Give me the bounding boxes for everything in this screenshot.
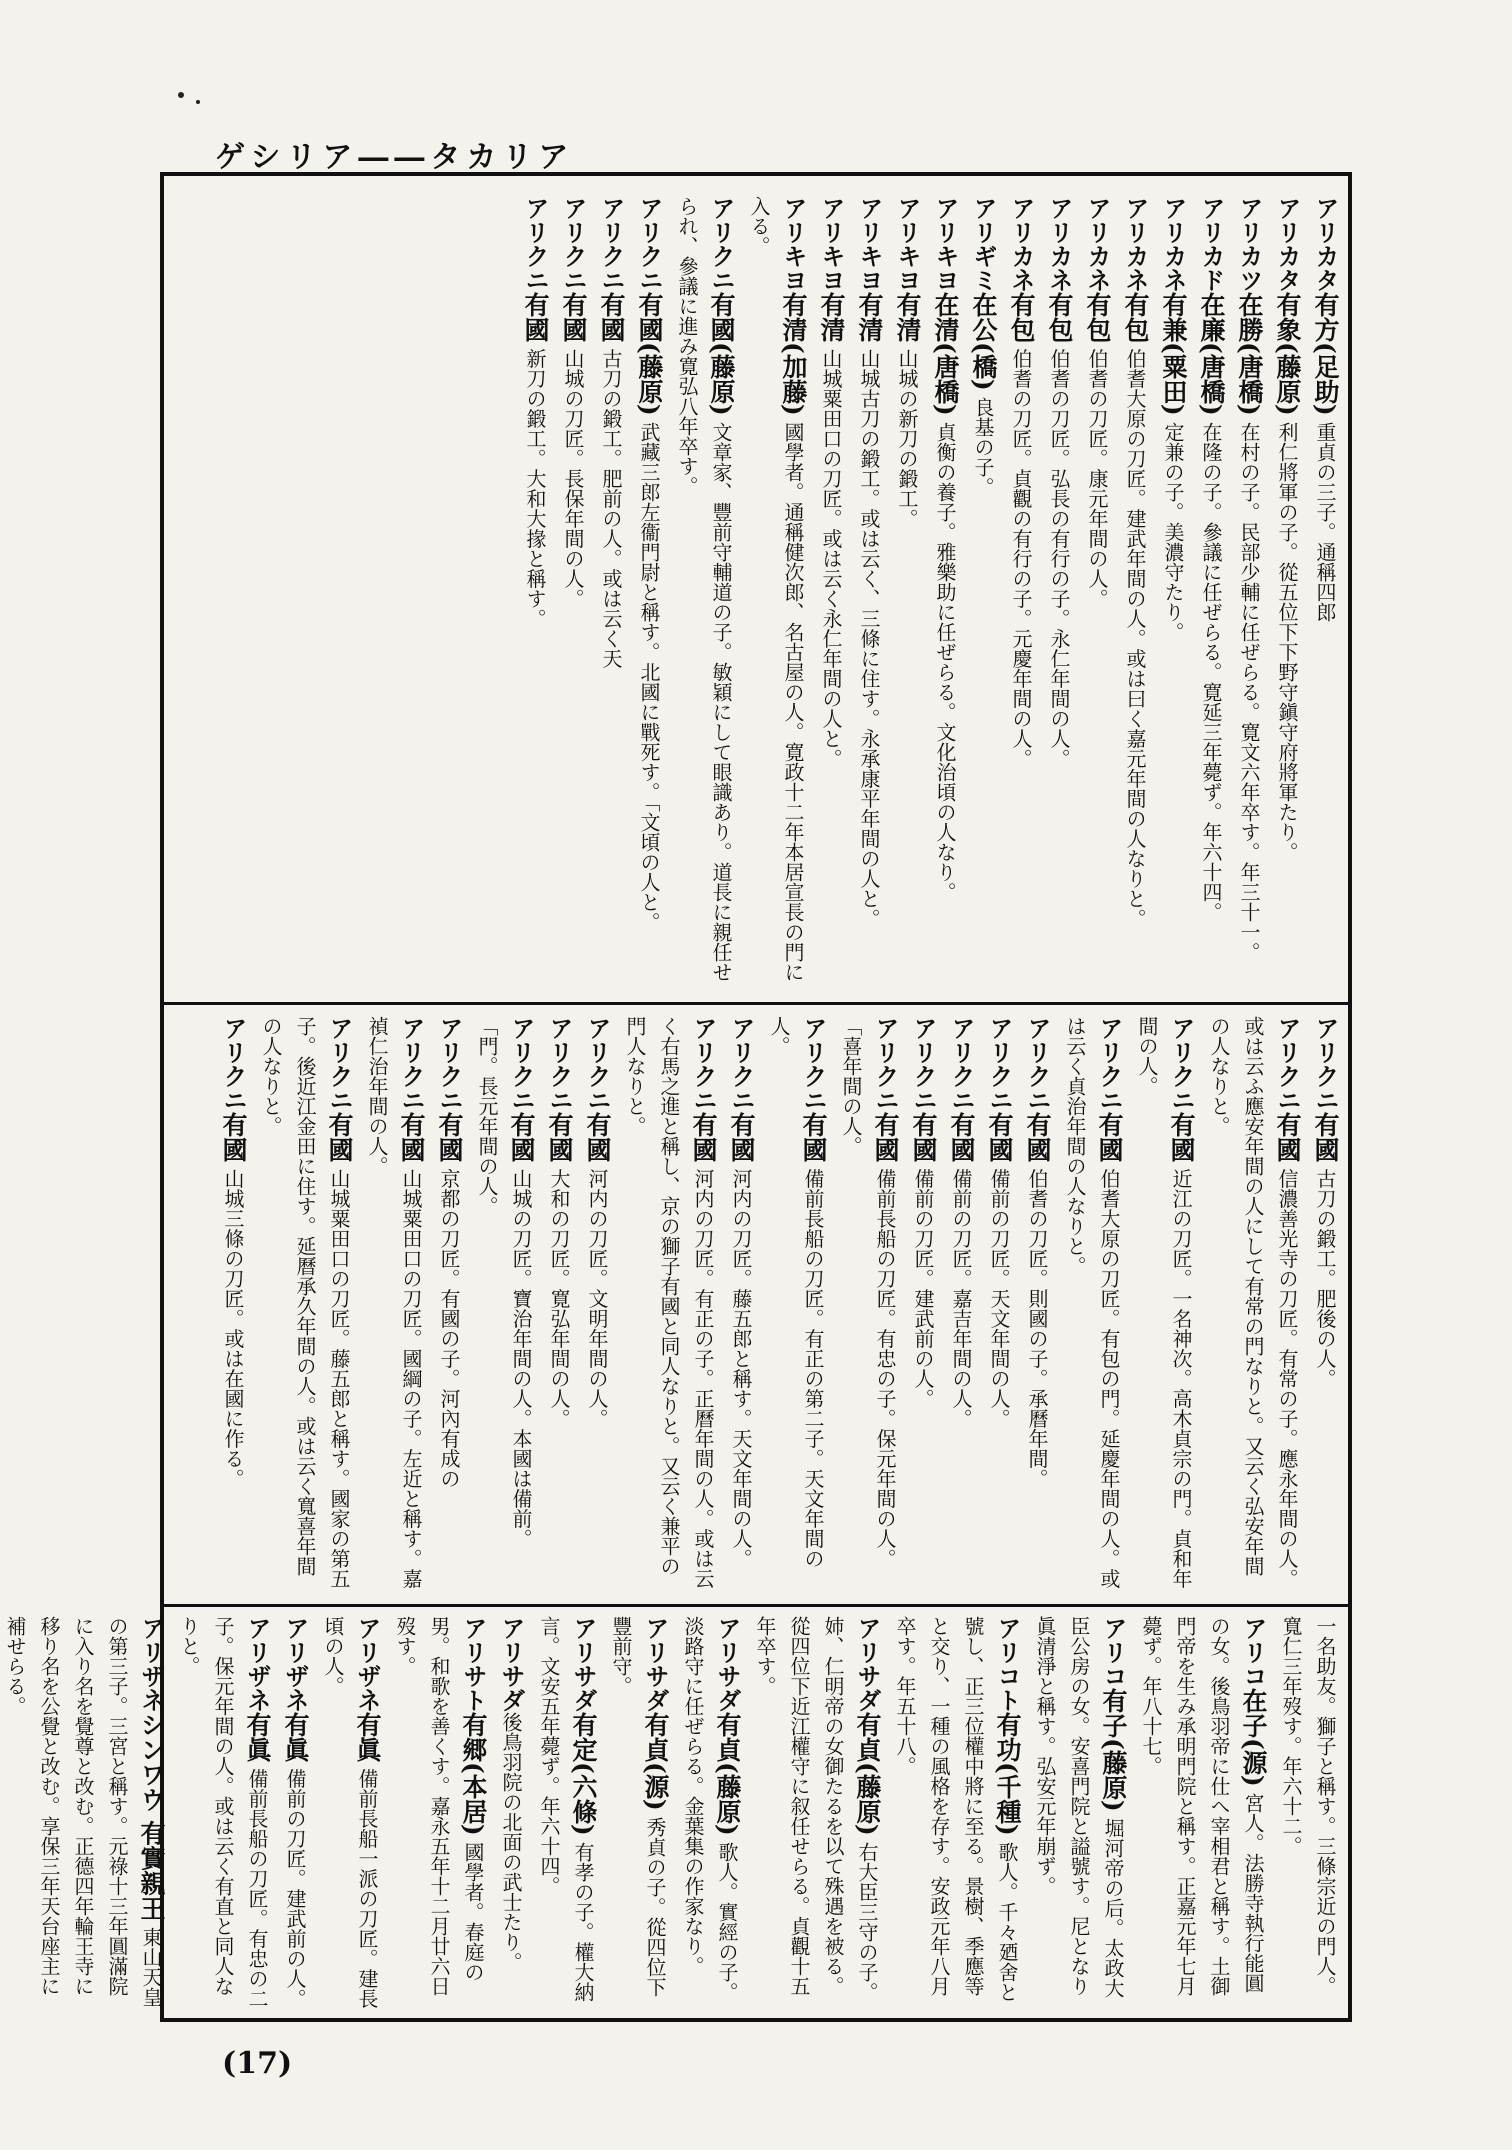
panel-divider — [164, 1604, 1348, 1607]
entry-name: 有國 — [727, 1112, 756, 1162]
entry-description: 伯耆の刀匠。康元年間の人。 — [1085, 342, 1109, 609]
dictionary-entry — [432, 1016, 466, 1591]
dictionary-entry — [1194, 196, 1228, 991]
entry-description: 一名助友。獅子と稱す。三條宗近の門人。寬仁三年歿す。年六十二。 — [1279, 1616, 1337, 1996]
entry-name: 有定(六條) — [569, 1712, 598, 1836]
dictionary-entry — [1270, 196, 1304, 991]
entry-description: 備前長船の刀匠。有忠の二子。保元年間の人。或は云く有直と同人なりと。 — [177, 1616, 269, 2009]
entry-description: 伯耆の刀匠。則國の子。承曆年間。 — [1025, 1162, 1049, 1489]
dictionary-entry — [0, 1616, 168, 2011]
entry-kana-reading: アリカネ — [1083, 196, 1112, 292]
entry-name: 有國 — [1273, 1112, 1302, 1162]
dictionary-entry — [1028, 1616, 1130, 2011]
entry-description: 伯耆大原の刀匠。建武年間の人。或は曰く嘉元年間の人なりと。 — [1123, 342, 1147, 929]
entry-description: 右大臣三守の子。姉、仁明帝の女御たるを以て殊遇を被る。從四位下近江權守に叙任せらる。貞觀十五年卒す。 — [753, 1616, 879, 2003]
entry-kana-reading: アリカタ — [1311, 196, 1340, 292]
dictionary-entry — [982, 1016, 1016, 1591]
entry-kana-reading: アリクニ — [397, 1016, 426, 1112]
entry-name: 有國 — [1167, 1112, 1196, 1162]
dictionary-entry — [1020, 1016, 1054, 1591]
entry-kana-reading: アリサダ — [497, 1616, 526, 1712]
entry-kana-reading: アリクニ — [325, 1016, 354, 1112]
entry-kana-reading: アリクニ — [545, 1016, 574, 1112]
dictionary-entry — [632, 196, 666, 991]
dictionary-entry — [594, 196, 628, 991]
entry-name: 有國 — [583, 1112, 612, 1162]
dictionary-entry — [1274, 1616, 1342, 2011]
dictionary-entry — [1118, 196, 1152, 991]
entry-kana-reading: アリクニ — [583, 1016, 612, 1112]
dictionary-entry — [316, 1616, 384, 2011]
entry-description: 山城粟田口の刀匠。藤五郎と稱す。國家の第五子。後近江金田に住す。延曆承久年間の人。或は云く寬喜年間の人なりと。 — [259, 1016, 351, 1589]
dictionary-entry — [172, 1616, 274, 2011]
dictionary-entry — [556, 196, 590, 991]
entry-description: 山城三條の刀匠。或は在國に作る。 — [221, 1162, 245, 1489]
entry-description: 新刀の鍛工。大和大掾と稱す。 — [523, 342, 547, 629]
entry-kana-reading: アリカネ — [1159, 196, 1188, 292]
entry-name: 有包 — [1121, 292, 1150, 342]
entry-kana-reading: アリザネ — [353, 1616, 382, 1712]
entry-kana-reading: アリキヨ — [779, 196, 808, 292]
dictionary-entry — [216, 1016, 250, 1591]
entry-kana-reading: アリサダ — [713, 1616, 742, 1712]
entry-description: 山城粟田口の刀匠。國綱の子。左近と稱す。嘉禎仁治年間の人。 — [365, 1016, 423, 1589]
entry-kana-reading: アリクニ — [871, 1016, 900, 1112]
dictionary-entry — [278, 1616, 312, 2011]
entry-description: 重貞の三子。通稱四郎 — [1313, 415, 1337, 623]
entry-description: 備前長船一派の刀匠。建長頃の人。 — [321, 1616, 379, 2009]
entry-name: 有兼(粟田) — [1159, 292, 1188, 416]
entry-kana-reading: アリカネ — [1121, 196, 1150, 292]
entry-description: 在村の子。民部少輔に任ぜらる。寛文六年卒す。年三十一。 — [1237, 415, 1261, 963]
dictionary-entry — [748, 1616, 884, 2011]
dictionary-entry — [928, 196, 962, 991]
entry-description: 東山天皇の第三子。三宮と稱す。元祿十三年圓滿院に入り名を覺尊と改む。正德四年輪王寺に移り名を公覺と改む。享保三年天台座主に補せらる。 — [3, 1616, 163, 2008]
entry-description: 備前長船の刀匠。有忠の子。保元年間の人。「喜年間の人。 — [839, 1016, 897, 1569]
page-number: (17) — [222, 2046, 293, 2081]
entry-description: 定兼の子。美濃守たり。 — [1161, 415, 1185, 643]
entry-kana-reading: アリザネ — [137, 1616, 166, 1712]
dictionary-entry — [494, 1616, 528, 2011]
entry-name: 有功(千種) — [993, 1712, 1022, 1836]
entry-description: 貞衡の養子。雅樂助に任ぜらる。文化治頃の人なり。 — [933, 415, 957, 903]
running-title: ゲシリア――タカリア — [215, 140, 575, 175]
dictionary-entry — [518, 196, 552, 991]
entry-description: 大和の刀匠。寛弘年間の人。 — [547, 1162, 571, 1429]
entry-name: 有國 — [1311, 1112, 1340, 1162]
entry-kana-reading: アリクニ — [219, 1016, 248, 1112]
entry-kana-reading: アリキヨ — [893, 196, 922, 292]
dictionary-entry — [762, 1016, 830, 1591]
entry-description: 信濃善光寺の刀匠。有常の子。應永年間の人。或は云ふ應安年間の人にして有常の門なりと。又云く弘安年間の人なりと。 — [1207, 1016, 1299, 1589]
entry-description: 山城の刀匠。寶治年間の人。本國は備前。「門。長元年間の人。 — [475, 1016, 533, 1549]
entry-kana-reading: アリクニ — [985, 1016, 1014, 1112]
entry-description: 河内の刀匠。藤五郎と稱す。天文年間の人。 — [729, 1162, 753, 1569]
entry-kana-reading: アリクニ — [909, 1016, 938, 1112]
dictionary-entry — [360, 1016, 428, 1591]
entry-kana-reading: アリカネ — [1007, 196, 1036, 292]
entry-kana-reading: アリサダ — [853, 1616, 882, 1712]
entry-kana-reading: アリクニ — [521, 196, 550, 292]
entry-kana-reading: アリクニ — [799, 1016, 828, 1112]
entry-name: 有子(藤原) — [1099, 1688, 1128, 1812]
entry-name: 有貞(藤原) — [853, 1712, 882, 1836]
entry-kana-reading: アリザネ — [281, 1616, 310, 1712]
entry-name: 有包 — [1083, 292, 1112, 342]
entry-name: 有包 — [1007, 292, 1036, 342]
entry-description: 在隆の子。參議に任ぜらる。寛延三年薨ず。年六十四。 — [1199, 415, 1223, 923]
entry-description: 備前の刀匠。天文年間の人。 — [987, 1162, 1011, 1429]
entry-kana-reading: アリキヨ — [931, 196, 960, 292]
entry-name: 有國 — [799, 1112, 828, 1162]
entry-name: 在勝(唐橋) — [1235, 292, 1264, 416]
dictionary-entry — [542, 1016, 576, 1591]
entry-name: 有方(足助) — [1311, 292, 1340, 416]
entry-name: 在廉(唐橋) — [1197, 292, 1226, 416]
entry-description: 國學者。通稱健次郎、名古屋の人。寛政十二年本居宣長の門に入る。 — [747, 196, 805, 983]
entry-description: 文章家、豐前守輔道の子。敏穎にして眼識あり。道長に親任せられ、參議に進み寛弘八年卒す。 — [675, 196, 733, 983]
dictionary-entry — [670, 196, 738, 991]
entry-name: 有眞 — [281, 1712, 310, 1762]
entry-name: 有國(藤原) — [635, 292, 664, 416]
entry-description: 河内の刀匠。有正の子。正曆年間の人。或は云く右馬之進と稱し、京の獅子有國と同人なりと。又云く兼平の門人なりと。 — [623, 1016, 715, 1589]
panel-bottom — [3, 1616, 1342, 2011]
entry-kana-reading: アリコ — [1239, 1616, 1268, 1688]
entry-name: 有國 — [397, 1112, 426, 1162]
entry-description: 備前の刀匠。建武前の人。 — [911, 1162, 935, 1409]
entry-name: 有國(藤原) — [707, 292, 736, 416]
entry-kana-reading: アリザネ — [243, 1616, 272, 1712]
entry-name: 有國 — [507, 1112, 536, 1162]
entry-description: 備前の刀匠。建武前の人。 — [283, 1762, 307, 2009]
dictionary-entry — [906, 1016, 940, 1591]
dictionary-entry — [1130, 1016, 1198, 1591]
dictionary-entry — [1058, 1016, 1126, 1591]
entry-name: 有國 — [1023, 1112, 1052, 1162]
dictionary-entry — [742, 196, 810, 991]
entry-name: 有國 — [689, 1112, 718, 1162]
entry-kana-reading: アリクニ — [635, 196, 664, 292]
entry-kana-reading: アリカツ — [1235, 196, 1264, 292]
entry-name: 有包 — [1045, 292, 1074, 342]
entry-name: 有清 — [893, 292, 922, 342]
entry-kana-reading: アリクニ — [507, 1016, 536, 1112]
ink-speck — [196, 100, 200, 104]
dictionary-entry — [1308, 196, 1342, 991]
entry-kana-reading: アリコト — [993, 1616, 1022, 1712]
dictionary-entry — [890, 196, 924, 991]
entry-kana-reading: アリクニ — [1167, 1016, 1196, 1112]
entry-name: シンワウ 有實親王 — [137, 1712, 166, 1921]
entries-frame — [3, 172, 1352, 2022]
entry-kana-reading: アリクニ — [707, 196, 736, 292]
entry-description: 山城粟田口の刀匠。或は云く永仁年間の人と。 — [819, 342, 843, 769]
panel-top — [170, 196, 1342, 991]
entry-name: 在清(唐橋) — [931, 292, 960, 416]
entry-kana-reading: アリコ — [1099, 1616, 1128, 1688]
entry-name: 有清 — [855, 292, 884, 342]
entry-description: 備前の刀匠。嘉吉年間の人。 — [949, 1162, 973, 1429]
dictionary-entry — [1232, 196, 1266, 991]
entry-name: 在子(源) — [1239, 1688, 1268, 1787]
entry-name: 有貞(藤原) — [713, 1712, 742, 1836]
entry-description: 伯耆大原の刀匠。有包の門。延慶年間の人。或は云く貞治年間の人なりと。 — [1063, 1016, 1121, 1589]
entry-kana-reading: アリキヨ — [817, 196, 846, 292]
entry-description: 山城の新刀の鍛工。 — [895, 342, 919, 529]
entry-kana-reading: アリサダ — [641, 1616, 670, 1712]
entry-description: 國學者。春庭の男。和歌を善くす。嘉永五年十二月廿六日歿す。 — [393, 1616, 485, 1996]
entry-kana-reading: アリクニ — [597, 196, 626, 292]
entry-description: 秀貞の子。從四位下豐前守。 — [609, 1616, 667, 1998]
entry-description: 古刀の鍛工。肥前の人。或は云く天 — [599, 342, 623, 669]
entry-kana-reading: アリクニ — [559, 196, 588, 292]
dictionary-entry — [618, 1016, 720, 1591]
entry-description: 伯耆の刀匠。貞觀の有行の子。元慶年間の人。 — [1009, 342, 1033, 769]
entry-name: 有國 — [947, 1112, 976, 1162]
entry-kana-reading: アリギミ — [969, 196, 998, 292]
dictionary-entry — [1042, 196, 1076, 991]
dictionary-entry — [580, 1016, 614, 1591]
dictionary-entry — [852, 196, 886, 991]
entry-kana-reading: アリクニ — [1311, 1016, 1340, 1112]
entry-kana-reading: アリサダ — [569, 1616, 598, 1712]
entry-kana-reading: アリサト — [459, 1616, 488, 1712]
entry-description: 山城古刀の鍛工。或は云く、三條に住す。永承康平年間の人と。 — [857, 342, 881, 929]
panel-divider — [164, 1002, 1348, 1005]
dictionary-entry — [966, 196, 1000, 991]
dictionary-entry — [1134, 1616, 1270, 2011]
entry-kana-reading: アリキヨ — [855, 196, 884, 292]
entry-description: 有孝の子。權大納言。文安五年薨ず。年六十四。 — [537, 1616, 595, 2003]
entry-name: 有國 — [559, 292, 588, 342]
entry-description: 歌人。千々廼舍と號し、正三位權中將に至る。景樹、季應等と交り、一種の風格を存す。安政元年八月卒す。年五十八。 — [893, 1616, 1019, 2003]
entry-name: 有眞 — [243, 1712, 272, 1762]
entry-name: 有國 — [597, 292, 626, 342]
entry-kana-reading: アリクニ — [1273, 1016, 1302, 1112]
entry-name: 有國 — [909, 1112, 938, 1162]
entry-name: 有象(藤原) — [1273, 292, 1302, 416]
dictionary-entry — [1156, 196, 1190, 991]
dictionary-entry — [388, 1616, 490, 2011]
entry-name: 有清 — [817, 292, 846, 342]
entry-description: 武藏三郎左衞門尉と稱す。北國に戰死す。「文頃の人と。 — [637, 415, 661, 933]
entry-kana-reading: アリクニ — [1023, 1016, 1052, 1112]
dictionary-entry — [834, 1016, 902, 1591]
ink-speck — [178, 92, 184, 98]
entry-name: 有國 — [985, 1112, 1014, 1162]
panel-middle — [170, 1016, 1342, 1591]
dictionary-entry — [604, 1616, 672, 2011]
entry-kana-reading: アリクニ — [947, 1016, 976, 1112]
dictionary-entry — [676, 1616, 744, 2011]
entry-name: 有國 — [521, 292, 550, 342]
entry-name: 在公(橋) — [969, 292, 998, 391]
entry-description: 伯耆の刀匠。弘長の有行の子。永仁年間の人。 — [1047, 342, 1071, 769]
entry-kana-reading: アリクニ — [435, 1016, 464, 1112]
entry-description: 堀河帝の后。太政大臣公房の女。安喜門院と謚號す。尼となり眞清淨と稱す。弘安元年崩ず。 — [1033, 1616, 1125, 1999]
entry-description: 良基の子。 — [971, 390, 995, 498]
entry-description: 河内の刀匠。文明年間の人。 — [585, 1162, 609, 1429]
entry-description: 歌人。實經の子。淡路守に任ぜらる。金葉集の作家なり。 — [681, 1616, 739, 2003]
entry-description: 後鳥羽院の北面の武士たり。 — [499, 1712, 523, 1972]
dictionary-entry — [532, 1616, 600, 2011]
dictionary-entry — [888, 1616, 1024, 2011]
entry-description: 近江の刀匠。一名神次。高木貞宗の門。貞和年間の人。 — [1135, 1016, 1193, 1589]
entry-kana-reading: アリカネ — [1045, 196, 1074, 292]
entry-description: 京都の刀匠。有國の子。河內有成の — [437, 1162, 461, 1489]
entry-description: 備前長船の刀匠。有正の第二子。天文年間の人。 — [767, 1016, 825, 1569]
entry-description: 山城の刀匠。長保年間の人。 — [561, 342, 585, 609]
dictionary-entry — [1080, 196, 1114, 991]
entry-name: 有清(加藤) — [779, 292, 808, 416]
entry-name: 有國 — [435, 1112, 464, 1162]
dictionary-entry — [1308, 1016, 1342, 1591]
dictionary-entry — [724, 1016, 758, 1591]
entry-description: 宮人。法勝寺執行能圓の女。後鳥羽帝に仕へ宰相君と稱す。土御門帝を生み承明門院と稱す。正嘉元年七月薨ず。年八十七。 — [1139, 1616, 1265, 1996]
entry-description: 利仁將軍の子。從五位下下野守鎭守府將軍たり。 — [1275, 415, 1299, 863]
entry-name: 有國 — [871, 1112, 900, 1162]
entry-kana-reading: アリクニ — [1095, 1016, 1124, 1112]
entry-name: 有國 — [1095, 1112, 1124, 1162]
entry-kana-reading: アリクニ — [727, 1016, 756, 1112]
entry-name: 有郷(本居) — [459, 1712, 488, 1836]
entry-name: 有國 — [325, 1112, 354, 1162]
dictionary-entry — [814, 196, 848, 991]
entry-name: 有國 — [545, 1112, 574, 1162]
entry-name: 有國 — [219, 1112, 248, 1162]
dictionary-entry — [944, 1016, 978, 1591]
entry-description: 古刀の鍛工。肥後の人。 — [1313, 1162, 1337, 1389]
entry-kana-reading: アリクニ — [689, 1016, 718, 1112]
entry-name: 有眞 — [353, 1712, 382, 1762]
dictionary-entry — [254, 1016, 356, 1591]
entry-kana-reading: アリカタ — [1273, 196, 1302, 292]
entry-name: 有貞(源) — [641, 1712, 670, 1811]
dictionary-entry — [1202, 1016, 1304, 1591]
entry-kana-reading: アリカド — [1197, 196, 1226, 292]
dictionary-entry — [1004, 196, 1038, 991]
dictionary-entry — [470, 1016, 538, 1591]
